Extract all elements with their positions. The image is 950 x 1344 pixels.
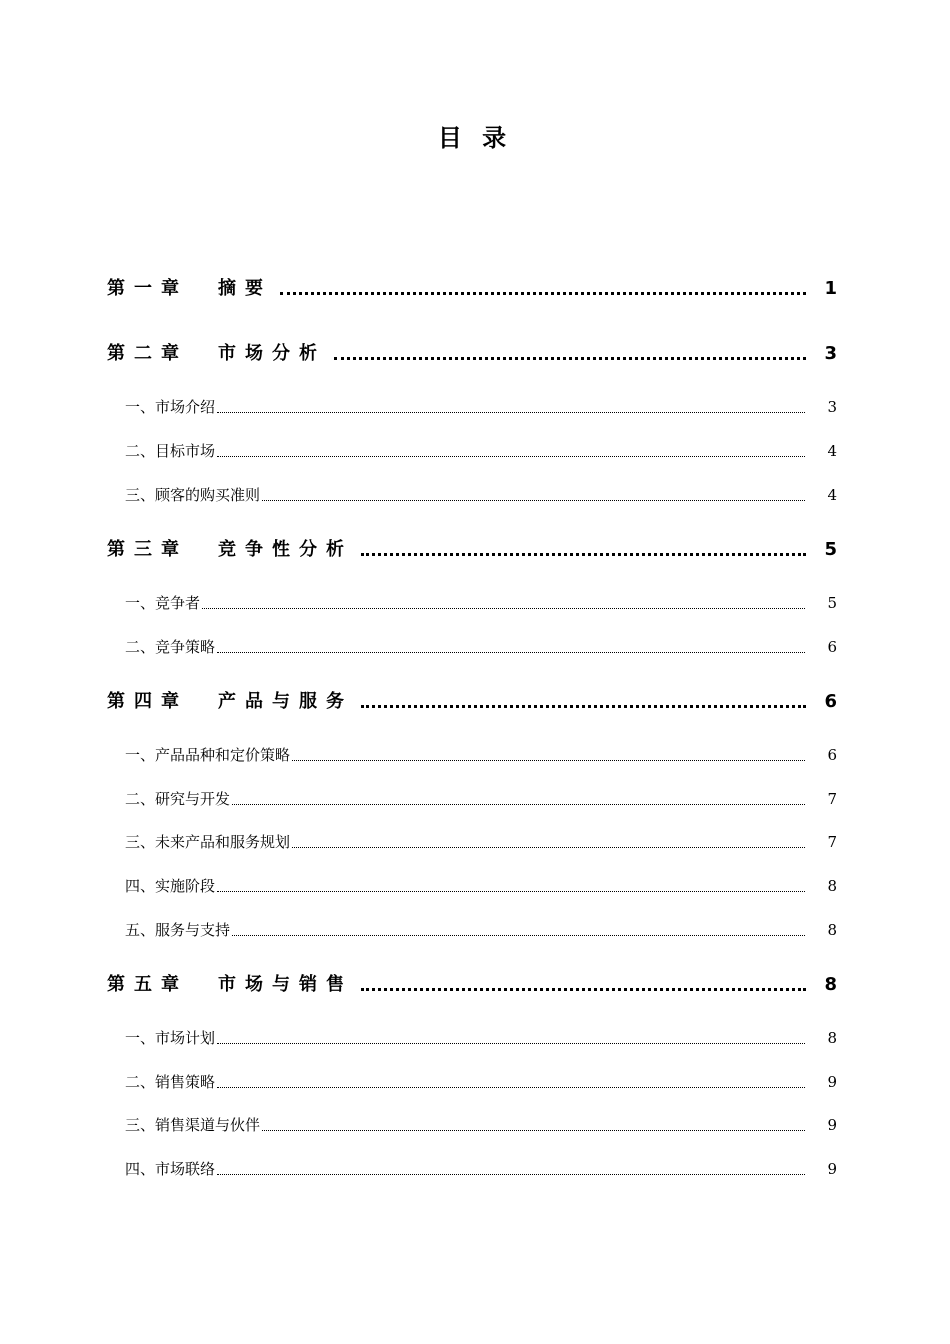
dot-leader — [232, 934, 805, 936]
dot-leader — [217, 411, 805, 413]
toc-section[interactable] — [125, 1114, 837, 1135]
section-title: 五、服务与支持 — [125, 921, 231, 939]
dot-leader — [361, 552, 806, 556]
dot-leader — [334, 356, 806, 360]
page-number: 7 — [827, 790, 837, 808]
page-number: 5 — [827, 594, 837, 612]
dot-leader — [217, 890, 805, 892]
section-title: 二、竞争策略 — [125, 638, 216, 656]
page-number: 3 — [827, 398, 837, 416]
toc-section[interactable] — [125, 396, 837, 417]
toc-chapter-5[interactable] — [107, 970, 837, 996]
dot-leader — [361, 704, 806, 708]
section-title: 二、目标市场 — [125, 442, 216, 460]
section-title: 二、研究与开发 — [125, 790, 231, 808]
section-title: 四、实施阶段 — [125, 877, 216, 895]
page-number: 4 — [827, 486, 837, 504]
dot-leader — [262, 1129, 805, 1131]
chapter-title: 产品与服务 — [218, 691, 353, 712]
section-title: 一、产品品种和定价策略 — [125, 746, 291, 764]
toc-chapter-1[interactable] — [107, 274, 837, 300]
section-title: 三、顾客的购买准则 — [125, 486, 261, 504]
chapter-title: 市场与销售 — [218, 974, 353, 995]
page-number: 8 — [827, 921, 837, 939]
page-number: 9 — [827, 1160, 837, 1178]
page-number: 4 — [827, 442, 837, 460]
page-number: 8 — [827, 877, 837, 895]
page-title: 目 录 — [437, 124, 513, 152]
dot-leader — [217, 1173, 805, 1175]
page-number: 1 — [824, 278, 837, 299]
page-number: 8 — [824, 974, 837, 995]
toc-section[interactable] — [125, 636, 837, 657]
page-number: 9 — [827, 1116, 837, 1134]
toc-section[interactable] — [125, 1158, 837, 1179]
toc-section[interactable] — [125, 484, 837, 505]
toc-chapter-3[interactable] — [107, 535, 837, 561]
dot-leader — [280, 291, 806, 295]
toc-chapter-2[interactable] — [107, 339, 837, 365]
dot-leader — [292, 846, 805, 848]
section-title: 一、市场介绍 — [125, 398, 216, 416]
chapter-title: 摘要 — [218, 278, 272, 299]
page-number: 9 — [827, 1073, 837, 1091]
toc-section[interactable] — [125, 1027, 837, 1048]
toc-section[interactable] — [125, 1071, 837, 1092]
toc-section[interactable] — [125, 875, 837, 896]
dot-leader — [217, 651, 805, 653]
section-title: 一、市场计划 — [125, 1029, 216, 1047]
section-title: 三、未来产品和服务规划 — [125, 833, 291, 851]
dot-leader — [217, 1086, 805, 1088]
chapter-number: 第四章 — [107, 691, 188, 712]
dot-leader — [232, 803, 805, 805]
section-title: 四、市场联络 — [125, 1160, 216, 1178]
chapter-title: 市场分析 — [218, 343, 326, 364]
page-number: 6 — [824, 691, 837, 712]
page-number: 6 — [827, 638, 837, 656]
page-number: 8 — [827, 1029, 837, 1047]
chapter-number: 第五章 — [107, 974, 188, 995]
section-title: 三、销售渠道与伙伴 — [125, 1116, 261, 1134]
section-title: 一、竞争者 — [125, 594, 201, 612]
dot-leader — [217, 1042, 805, 1044]
toc-section[interactable] — [125, 440, 837, 461]
chapter-number: 第三章 — [107, 539, 188, 560]
toc-section[interactable] — [125, 592, 837, 613]
toc-section[interactable] — [125, 744, 837, 765]
page-number: 6 — [827, 746, 837, 764]
dot-leader — [217, 455, 805, 457]
section-title: 二、销售策略 — [125, 1073, 216, 1091]
toc-section[interactable] — [125, 788, 837, 809]
toc-section[interactable] — [125, 919, 837, 940]
chapter-title: 竞争性分析 — [218, 539, 353, 560]
dot-leader — [202, 607, 805, 609]
page-number: 5 — [824, 539, 837, 560]
page-number: 7 — [827, 833, 837, 851]
page-number: 3 — [824, 343, 837, 364]
chapter-number: 第二章 — [107, 343, 188, 364]
chapter-number: 第一章 — [107, 278, 188, 299]
dot-leader — [361, 987, 806, 991]
toc-section[interactable] — [125, 831, 837, 852]
toc-chapter-4[interactable] — [107, 687, 837, 713]
dot-leader — [292, 759, 805, 761]
dot-leader — [262, 499, 805, 501]
